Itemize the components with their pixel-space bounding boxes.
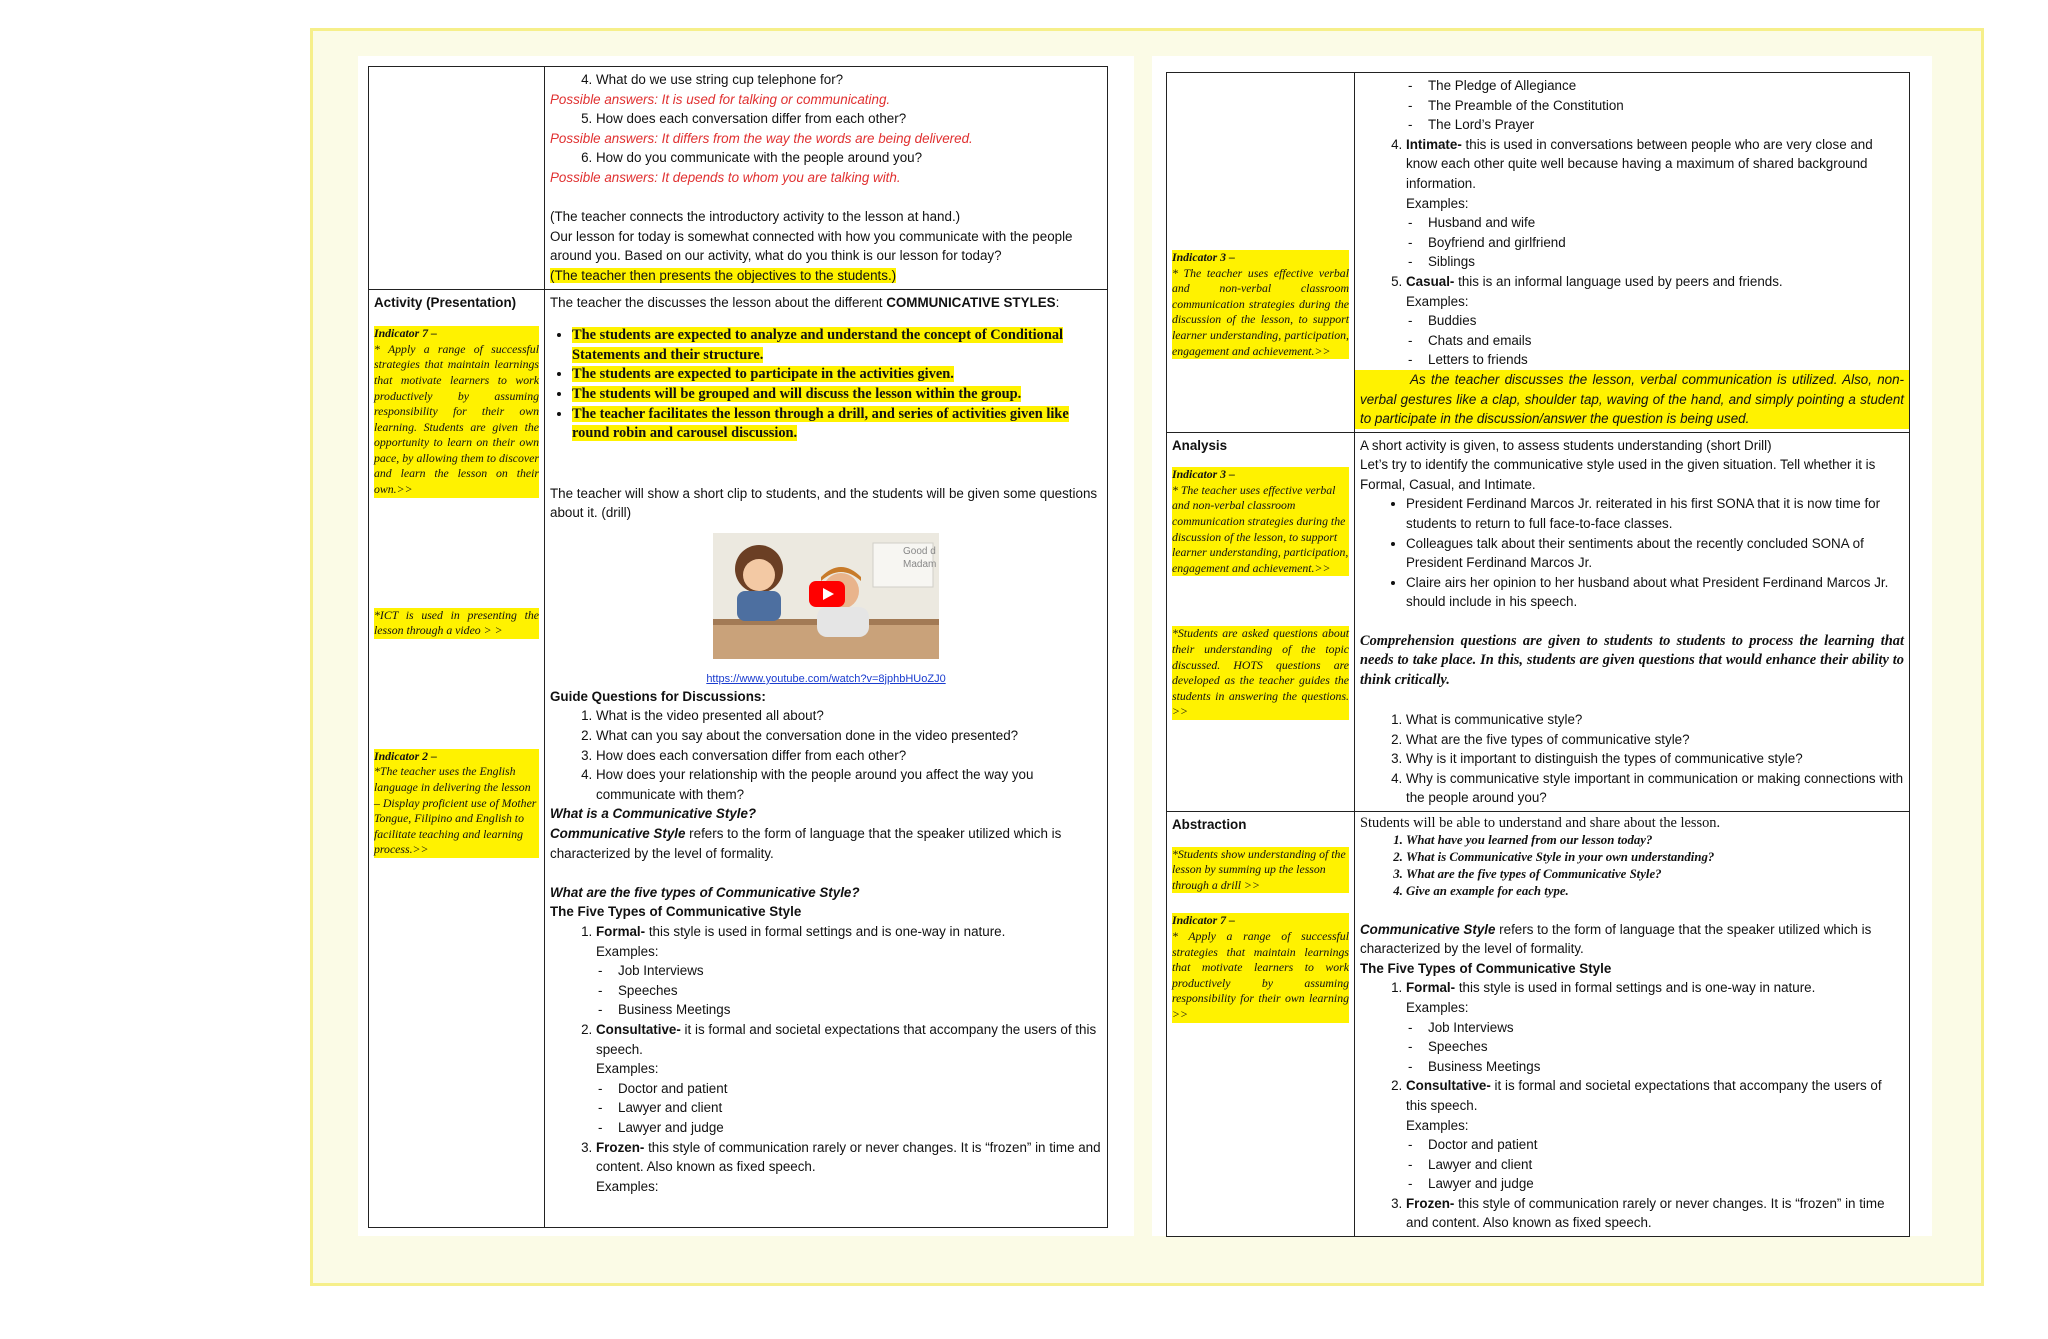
list-item: - The Preamble of the Constitution xyxy=(1406,96,1904,116)
list-item: 1. Formal- this style is used in formal settings and is one-way in nature. Examples: - Job Interviews - Speeches - Business Meetings xyxy=(1406,978,1904,1076)
verbal-communication-note: As the teacher discusses the lesson, verbal communication is utilized. Also, non-verbal gestures like a clap, shoulder tap, waving of the hand, and simply pointing a student to participate in the discussion/answer the question is being used. xyxy=(1355,370,1909,429)
page-1 xyxy=(358,56,1134,1236)
styles-list-continued xyxy=(1360,135,1904,370)
list-item: 3. What are the five types of Communicative Style? xyxy=(1406,866,1904,883)
indicator-2-note: Indicator 2 – *The teacher uses the English language in delivering the lesson – Display proficient use of Mother Tongue, Filipino and English to facilitate teaching and learning process.>> xyxy=(374,749,539,858)
list-item: 2. What are the five types of communicative style? xyxy=(1406,730,1904,750)
question-6: 6. How do you communicate with the people around you? xyxy=(596,148,1102,168)
answer-6: Possible answers: It depends to whom you are talking with. xyxy=(550,169,901,185)
five-types-title-abstraction: The Five Types of Communicative Style xyxy=(1360,960,1612,976)
list-item: - Husband and wife xyxy=(1406,213,1904,233)
list-item: - Job Interviews xyxy=(596,961,1102,981)
list-item: • Claire airs her opinion to her husband about what President Ferdinand Marcos Jr. should include in his speech. xyxy=(1406,573,1904,612)
list-item: - Lawyer and judge xyxy=(1406,1174,1904,1194)
list-item: 2. Consultative- it is formal and societal expectations that accompany the users of this speech. Examples: - Doctor and patient - Lawyer and client - Lawyer and judge xyxy=(596,1020,1102,1138)
list-item: - Buddies xyxy=(1406,311,1904,331)
activity-content-cell xyxy=(545,289,1108,1227)
analysis-label-cell xyxy=(1167,432,1355,811)
video-caption: Good d Madam xyxy=(903,545,937,570)
situations-list xyxy=(1360,494,1904,612)
list-item: - Letters to friends xyxy=(1406,350,1904,370)
indicator-cell xyxy=(1167,73,1355,433)
activity-label-cell xyxy=(369,289,545,1227)
question-5: 5. How does each conversation differ from each other? xyxy=(596,109,1102,129)
objectives-list xyxy=(550,326,1102,444)
drill-text: A short activity is given, to assess students understanding (short Drill) xyxy=(1360,437,1772,453)
analysis-content-cell xyxy=(1355,432,1910,811)
list-item: 5. Casual- this is an informal language used by peers and friends. Examples: - Buddies - Chats and emails - Letters to friends xyxy=(1406,272,1904,370)
comprehension-note: Comprehension questions are given to students to students to process the learning that needs to take place. In this, students are given questions that would enhance their ability to think critically. xyxy=(1360,632,1904,688)
list-item: 1. What is communicative style? xyxy=(1406,710,1904,730)
styles-continued-cell xyxy=(1355,73,1910,433)
table-row xyxy=(1167,73,1910,433)
indicator-3-note-analysis: Indicator 3 – * The teacher uses effective verbal and non-verbal classroom communication strategies during the discussion of the lesson, to support learner understanding, participation, engagement and achievement.>> xyxy=(1172,467,1349,575)
objectives-note: (The teacher then presents the objectives to the students.) xyxy=(550,267,897,283)
list-item: - Job Interviews xyxy=(1406,1018,1904,1038)
list-item: - Siblings xyxy=(1406,252,1904,272)
guide-questions-list xyxy=(550,706,1102,804)
list-item: 2. What is Communicative Style in your own understanding? xyxy=(1406,849,1904,866)
connect-note: (The teacher connects the introductory activity to the lesson at hand.) xyxy=(550,209,961,225)
list-item: 4. Give an example for each type. xyxy=(1406,883,1904,900)
identify-text: Let’s try to identify the communicative style used in the given situation. Tell whether it is Formal, Casual, and Intimate. xyxy=(1360,457,1876,492)
list-item: 4. How does your relationship with the people around you affect the way you communicate with them? xyxy=(596,765,1102,804)
list-item: 1. What is the video presented all about? xyxy=(596,706,1102,726)
list-item: 2. Consultative- it is formal and societal expectations that accompany the users of this speech. Examples: - Doctor and patient - Lawyer and client - Lawyer and judge xyxy=(1406,1076,1904,1194)
table-row xyxy=(369,289,1108,1227)
table-row xyxy=(1167,811,1910,1236)
list-item: 2. What can you say about the conversation done in the video presented? xyxy=(596,726,1102,746)
list-item: 1. Formal- this style is used in formal settings and is one-way in nature. Examples: - Job Interviews - Speeches - Business Meetings xyxy=(596,922,1102,1020)
five-types-list xyxy=(550,922,1102,1196)
list-item: - Lawyer and judge xyxy=(596,1118,1102,1138)
list-item: • The students will be grouped and will discuss the lesson within the group. xyxy=(572,385,1102,405)
list-item: - Business Meetings xyxy=(1406,1057,1904,1077)
list-item: - Speeches xyxy=(1406,1037,1904,1057)
list-item: - Doctor and patient xyxy=(596,1079,1102,1099)
questions-cell xyxy=(545,67,1108,290)
list-item: - Lawyer and client xyxy=(596,1098,1102,1118)
video-link[interactable]: https://www.youtube.com/watch?v=8jphbHUoZJ0 xyxy=(706,672,946,685)
table-row xyxy=(369,67,1108,290)
abstraction-label-cell xyxy=(1167,811,1355,1236)
list-item: 3. Frozen- this style of communication rarely or never changes. It is “frozen” in time and content. Also known as fixed speech. xyxy=(1406,1194,1904,1233)
youtube-play-icon[interactable] xyxy=(809,581,845,607)
list-item: 3. Frozen- this style of communication rarely or never changes. It is “frozen” in time and content. Also known as fixed speech. Examples: xyxy=(596,1138,1102,1197)
five-types-question: What are the five types of Communicative Style? xyxy=(550,884,860,900)
what-is-heading: What is a Communicative Style? xyxy=(550,806,757,822)
guide-questions-title: Guide Questions for Discussions: xyxy=(550,688,766,704)
list-item: - Chats and emails xyxy=(1406,331,1904,351)
comprehension-questions-list xyxy=(1360,710,1904,808)
ict-note: *ICT is used in presenting the lesson through a video > > xyxy=(374,607,539,638)
video-thumbnail[interactable] xyxy=(713,533,939,659)
list-item: - The Lord’s Prayer xyxy=(1406,115,1904,135)
list-item: - Business Meetings xyxy=(596,1000,1102,1020)
list-item: - Speeches xyxy=(596,981,1102,1001)
table-row xyxy=(1167,432,1910,811)
five-types-list-abstraction xyxy=(1360,978,1904,1233)
summing-up-note: *Students show understanding of the lesson by summing up the lesson through a drill >> xyxy=(1172,847,1349,894)
list-item: 3. How does each conversation differ from each other? xyxy=(596,746,1102,766)
section-label-abstraction: Abstraction xyxy=(1172,816,1247,832)
hots-note: *Students are asked questions about their understanding of the topic discussed. HOTS questions are developed as the teacher guides the students in answering the questions. >> xyxy=(1172,626,1349,719)
indicator-7-note-abstraction: Indicator 7 – * Apply a range of successful strategies that maintain learnings that motivate learners to work productively by assuming responsibility for their own learning >> xyxy=(1172,913,1349,1021)
list-item: • The students are expected to analyze and understand the concept of Conditional Statements and their structure. xyxy=(572,326,1102,365)
section-label-analysis: Analysis xyxy=(1172,437,1228,453)
list-item: • The teacher facilitates the lesson through a drill, and series of activities given like round robin and carousel discussion. xyxy=(572,405,1102,444)
list-item: • The students are expected to participate in the activities given. xyxy=(572,365,1102,385)
section-label-activity: Activity (Presentation) xyxy=(374,294,517,310)
list-item: - Doctor and patient xyxy=(1406,1135,1904,1155)
list-item: - Boyfriend and girlfriend xyxy=(1406,233,1904,253)
question-4: 4. What do we use string cup telephone for? xyxy=(596,70,1102,90)
clip-instructions: The teacher will show a short clip to students, and the students will be given some questions about it. (drill) xyxy=(550,485,1098,521)
abstraction-questions-list xyxy=(1360,832,1904,900)
list-item: • President Ferdinand Marcos Jr. reiterated in his first SONA that it is now time for students to return to full face-to-face classes. xyxy=(1406,494,1904,533)
lesson-plan-table-page-1 xyxy=(368,66,1108,1228)
list-item: 4. Intimate- this is used in conversations between people who are very close and know each other quite well because having a maximum of shared background information. Examples: - Husband and wife - Boyfriend and girlfriend - Siblings xyxy=(1406,135,1904,272)
activity-intro: The teacher the discusses the lesson about the different COMMUNICATIVE STYLES: xyxy=(550,294,1060,310)
list-item: - Lawyer and client xyxy=(1406,1155,1904,1175)
empty-label-cell xyxy=(369,67,545,290)
lesson-plan-table-page-2 xyxy=(1166,72,1910,1237)
answer-4: Possible answers: It is used for talking or communicating. xyxy=(550,91,891,107)
share-text: Students will be able to understand and share about the lesson. xyxy=(1360,814,1721,831)
list-item: 3. Why is it important to distinguish the types of communicative style? xyxy=(1406,749,1904,769)
definition-text: Communicative Style refers to the form of language that the speaker utilized which is characterized by the level of formality. xyxy=(550,826,1062,861)
abstraction-content-cell xyxy=(1355,811,1910,1236)
five-types-title: The Five Types of Communicative Style xyxy=(550,904,802,920)
lesson-intro-text: Our lesson for today is somewhat connected with how you communicate with the people around you. Based on our activity, what do you think is our lesson for today? xyxy=(550,228,1073,264)
list-item: 4. Why is communicative style important in communication or making connections with the people around you? xyxy=(1406,769,1904,808)
indicator-7-note: Indicator 7 – * Apply a range of successful strategies that maintain learnings that motivate learners to work productively by assuming responsibility for their own learning. Students are given the opportunity to learn on their own pace, by allowing them to discover and learn the lesson on their own.>> xyxy=(374,326,539,497)
page-2 xyxy=(1152,56,1932,1236)
list-item: 1. What have you learned from our lesson today? xyxy=(1406,832,1904,849)
answer-5: Possible answers: It differs from the way the words are being delivered. xyxy=(550,130,973,146)
list-item: • Colleagues talk about their sentiments about the recently concluded SONA of President Ferdinand Marcos Jr. xyxy=(1406,534,1904,573)
definition-text-abstraction: Communicative Style refers to the form of language that the speaker utilized which is characterized by the level of formality. xyxy=(1360,921,1872,957)
list-item: - The Pledge of Allegiance xyxy=(1406,76,1904,96)
indicator-3-note: Indicator 3 – * The teacher uses effective verbal and non-verbal classroom communication strategies during the discussion of the lesson, to support learner understanding, participation, engagement and achievement.>> xyxy=(1172,250,1349,358)
